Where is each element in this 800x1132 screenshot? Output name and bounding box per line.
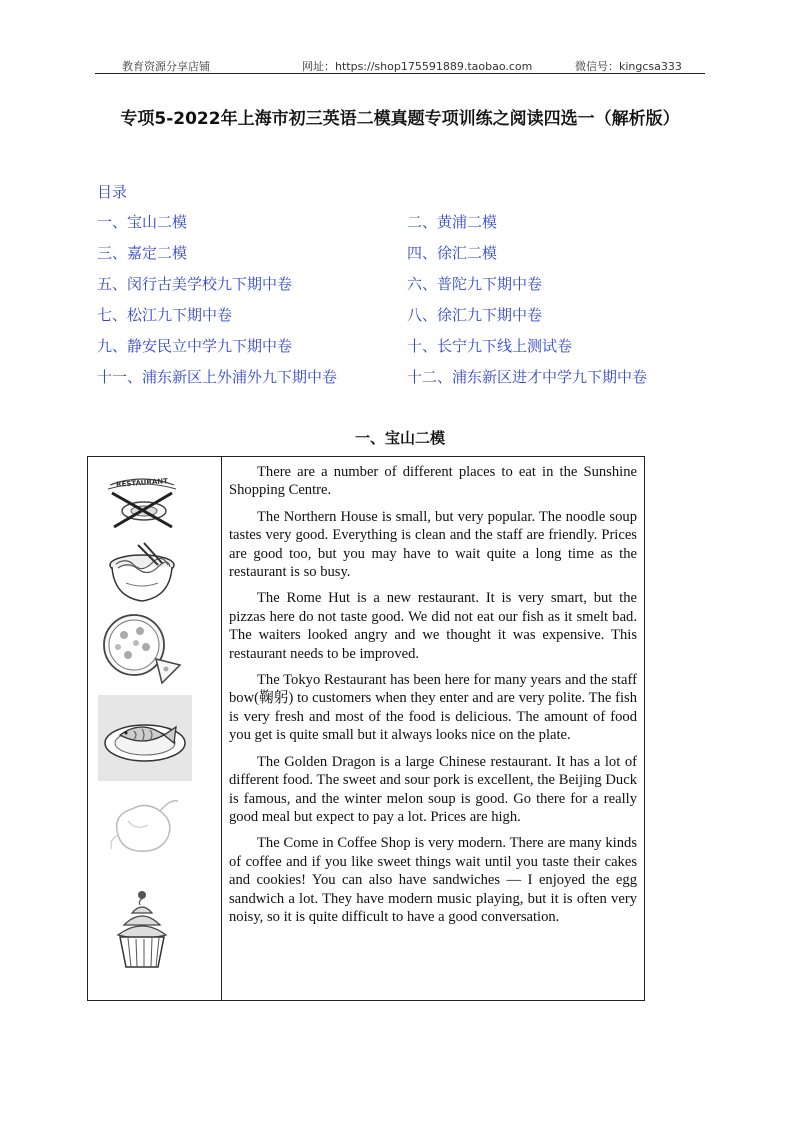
toc-link[interactable]: 五、闵行古美学校九下期中卷 [97,275,293,293]
toc-row [97,304,717,335]
restaurant-plate-icon [98,471,186,531]
toc-link[interactable]: 一、宝山二模 [97,213,188,231]
toc-link[interactable]: 九、静安民立中学九下期中卷 [97,337,293,355]
roast-duck-icon [98,791,186,863]
toc-link[interactable]: 十二、浦东新区进才中学九下期中卷 [407,368,648,386]
toc-link[interactable]: 四、徐汇二模 [407,244,498,262]
table-of-contents [97,211,717,397]
picture-column [88,457,221,1000]
fish-plate-icon [98,695,192,781]
passage-paragraph: There are a number of different places to eat in the Sunshine Shopping Centre. [229,464,637,499]
passage-paragraph: The Tokyo Restaurant has been here for many years and the staff bow(鞠躬) to customers when they enter and are very polite. The fish is very fresh and most of the food is delicious. The amount of food you get is quite small but it always looks nice on the plate. [229,672,637,744]
passage-paragraph: The Northern House is small, but very popular. The noodle soup tastes very good. Everything is clean and the staff are friendly. Prices are good too, but you may have to wait quite a long time as the restaurant is so busy. [229,508,637,581]
passage-paragraph: The Rome Hut is a new restaurant. It is very smart, but the pizzas here do not taste good. We did not eat our fish as it smelt bad. The waiters looked angry and we thought it was expensive. This restaurant needs to be improved. [229,590,637,662]
toc-heading: 目录 [97,183,128,201]
toc-row [97,242,717,273]
toc-link[interactable]: 三、嘉定二模 [97,244,188,262]
toc-row [97,273,717,304]
cupcake-icon [98,887,186,971]
toc-row [97,366,717,397]
header-divider [95,73,705,74]
toc-link[interactable]: 二、黄浦二模 [407,213,498,231]
toc-row [97,211,717,242]
reading-passage-box [87,456,645,1001]
toc-link[interactable]: 十一、浦东新区上外浦外九下期中卷 [97,368,338,386]
document-title: 专项5-2022年上海市初三英语二模真题专项训练之阅读四选一（解析版） [120,109,680,129]
passage-paragraph: The Golden Dragon is a large Chinese restaurant. It has a lot of different food. The sweet and sour pork is excellent, the Beijing Duck is famous, and the winter melon soup is good. Go there for a really good meal but expect to pay a lot. Prices are high. [229,753,637,825]
toc-link[interactable]: 七、松江九下期中卷 [97,306,233,324]
toc-row [97,335,717,366]
shop-url[interactable]: 网址：https://shop175591889.taobao.com [302,60,533,73]
toc-link[interactable]: 十、长宁九下线上测试卷 [407,337,573,355]
toc-link[interactable]: 六、普陀九下期中卷 [407,275,543,293]
noodle-bowl-icon [98,539,186,609]
section-title: 一、宝山二模 [354,429,445,447]
shop-name: 教育资源分享店铺 [122,60,210,73]
column-divider [221,457,222,1000]
wechat-id: 微信号：kingcsa333 [575,60,682,73]
pizza-icon [98,607,186,689]
passage-text [229,463,637,934]
passage-paragraph: The Come in Coffee Shop is very modern. There are many kinds of coffee and if you like sweet things wait until you taste their cakes and cookies! You can also have sandwiches — I enjoyed the egg sandwich a lot. They have modern music playing, but it is often very noisy, so it is quite difficult to have a good conversation. [229,835,637,925]
plate-sign-text: RESTAURANT [115,477,169,489]
toc-link[interactable]: 八、徐汇九下期中卷 [407,306,543,324]
